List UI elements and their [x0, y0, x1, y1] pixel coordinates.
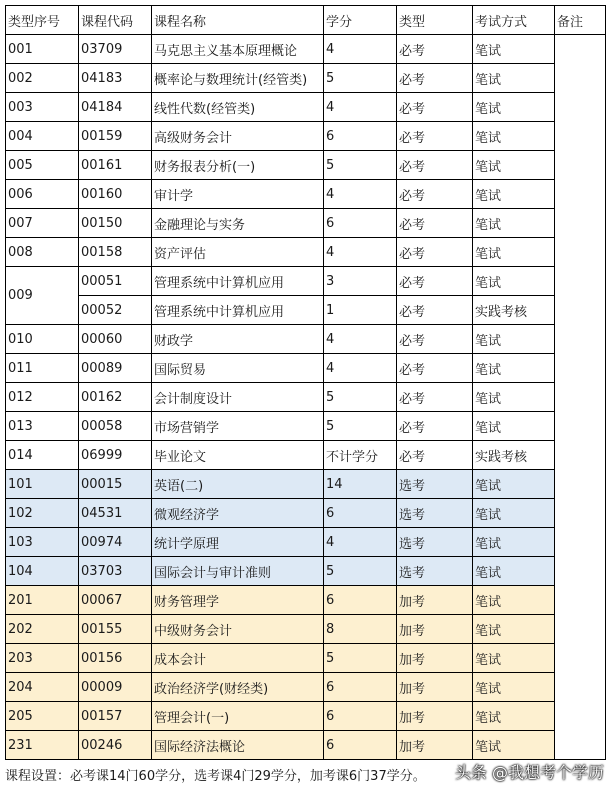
cell-name: 成本会计: [152, 644, 324, 673]
cell-name: 微观经济学: [152, 499, 324, 528]
cell-credit: 8: [324, 615, 397, 644]
table-row: [6, 586, 606, 615]
cell-seq: 205: [6, 702, 79, 731]
cell-code: 00156: [79, 644, 152, 673]
header-exam: 考试方式: [473, 6, 555, 35]
cell-name: 国际会计与审计准则: [152, 557, 324, 586]
cell-credit: 4: [324, 354, 397, 383]
cell-exam: 笔试: [473, 731, 555, 760]
cell-seq: 001: [6, 35, 79, 64]
cell-name: 概率论与数理统计(经管类): [152, 64, 324, 93]
cell-name: 毕业论文: [152, 441, 324, 470]
cell-credit: 5: [324, 64, 397, 93]
note-column: [555, 35, 606, 760]
cell-credit: 5: [324, 151, 397, 180]
cell-exam: 笔试: [473, 267, 555, 296]
cell-exam: 笔试: [473, 35, 555, 64]
cell-credit: 4: [324, 35, 397, 64]
header-code: 课程代码: [79, 6, 152, 35]
watermark: 头条 @我想考个学历: [454, 763, 604, 782]
cell-credit: 不计学分: [324, 441, 397, 470]
table-row: [6, 93, 606, 122]
cell-type: 必考: [397, 35, 473, 64]
cell-name: 高级财务会计: [152, 122, 324, 151]
cell-type: 选考: [397, 470, 473, 499]
cell-code: 00058: [79, 412, 152, 441]
cell-name: 资产评估: [152, 238, 324, 267]
table-row: [6, 412, 606, 441]
cell-exam: 笔试: [473, 122, 555, 151]
cell-name: 会计制度设计: [152, 383, 324, 412]
cell-name: 管理系统中计算机应用: [152, 267, 324, 296]
table-body: [6, 35, 606, 760]
cell-exam: 笔试: [473, 325, 555, 354]
cell-type: 必考: [397, 151, 473, 180]
cell-type: 必考: [397, 64, 473, 93]
cell-exam: 笔试: [473, 499, 555, 528]
cell-type: 必考: [397, 296, 473, 325]
cell-code: 00246: [79, 731, 152, 760]
cell-type: 加考: [397, 702, 473, 731]
cell-name: 财务管理学: [152, 586, 324, 615]
cell-code: 04184: [79, 93, 152, 122]
cell-seq: 010: [6, 325, 79, 354]
cell-credit: 5: [324, 557, 397, 586]
cell-type: 必考: [397, 122, 473, 151]
cell-code: 00150: [79, 209, 152, 238]
cell-credit: 1: [324, 296, 397, 325]
cell-name: 国际贸易: [152, 354, 324, 383]
cell-code: 00015: [79, 470, 152, 499]
cell-type: 必考: [397, 325, 473, 354]
cell-type: 选考: [397, 499, 473, 528]
cell-credit: 4: [324, 325, 397, 354]
cell-type: 必考: [397, 209, 473, 238]
footer-note: 课程设置：必考课14门60学分，选考课4门29学分，加考课6门37学分。: [5, 769, 426, 784]
cell-credit: 3: [324, 267, 397, 296]
cell-code: 00060: [79, 325, 152, 354]
cell-code: 00158: [79, 238, 152, 267]
cell-code: 00162: [79, 383, 152, 412]
cell-type: 必考: [397, 354, 473, 383]
cell-exam: 实践考核: [473, 441, 555, 470]
cell-credit: 6: [324, 586, 397, 615]
cell-type: 必考: [397, 93, 473, 122]
header-name: 课程名称: [152, 6, 324, 35]
cell-credit: 5: [324, 644, 397, 673]
cell-code: 00159: [79, 122, 152, 151]
cell-code: 00155: [79, 615, 152, 644]
cell-exam: 笔试: [473, 93, 555, 122]
cell-name: 财政学: [152, 325, 324, 354]
cell-seq: 103: [6, 528, 79, 557]
cell-seq: 102: [6, 499, 79, 528]
table-row: [6, 383, 606, 412]
table-row: [6, 325, 606, 354]
cell-code: 04531: [79, 499, 152, 528]
cell-name: 金融理论与实务: [152, 209, 324, 238]
cell-name: 审计学: [152, 180, 324, 209]
cell-exam: 笔试: [473, 238, 555, 267]
cell-code: 03703: [79, 557, 152, 586]
cell-exam: 笔试: [473, 151, 555, 180]
cell-seq: 201: [6, 586, 79, 615]
cell-code: 00067: [79, 586, 152, 615]
table-row: [6, 209, 606, 238]
header-seq: 类型序号: [6, 6, 79, 35]
cell-type: 选考: [397, 557, 473, 586]
cell-exam: 笔试: [473, 354, 555, 383]
cell-credit: 5: [324, 383, 397, 412]
cell-code: 00009: [79, 673, 152, 702]
table-row: [6, 354, 606, 383]
cell-seq: 002: [6, 64, 79, 93]
cell-name: 中级财务会计: [152, 615, 324, 644]
cell-credit: 6: [324, 209, 397, 238]
cell-exam: 笔试: [473, 470, 555, 499]
cell-credit: 6: [324, 731, 397, 760]
cell-credit: 14: [324, 470, 397, 499]
table-row: [6, 702, 606, 731]
cell-seq: 004: [6, 122, 79, 151]
cell-type: 加考: [397, 615, 473, 644]
header-credit: 学分: [324, 6, 397, 35]
cell-name: 管理会计(一): [152, 702, 324, 731]
cell-seq: 104: [6, 557, 79, 586]
cell-name: 政治经济学(财经类): [152, 673, 324, 702]
cell-type: 加考: [397, 673, 473, 702]
cell-credit: 6: [324, 702, 397, 731]
cell-seq: 008: [6, 238, 79, 267]
cell-exam: 笔试: [473, 209, 555, 238]
cell-code: 00157: [79, 702, 152, 731]
cell-seq: 012: [6, 383, 79, 412]
cell-seq: 006: [6, 180, 79, 209]
cell-code: 00051: [79, 267, 152, 296]
cell-code: 00052: [79, 296, 152, 325]
cell-type: 加考: [397, 586, 473, 615]
cell-type: 选考: [397, 528, 473, 557]
table-row: [6, 615, 606, 644]
cell-name: 财务报表分析(一): [152, 151, 324, 180]
cell-type: 加考: [397, 731, 473, 760]
cell-type: 必考: [397, 441, 473, 470]
cell-type: 必考: [397, 412, 473, 441]
cell-seq: 013: [6, 412, 79, 441]
cell-code: 04183: [79, 64, 152, 93]
cell-seq: 203: [6, 644, 79, 673]
cell-name: 马克思主义基本原理概论: [152, 35, 324, 64]
cell-credit: 5: [324, 412, 397, 441]
cell-seq: 202: [6, 615, 79, 644]
header-row: [6, 6, 606, 35]
cell-type: 必考: [397, 180, 473, 209]
cell-credit: 6: [324, 499, 397, 528]
cell-seq: 005: [6, 151, 79, 180]
cell-exam: 笔试: [473, 673, 555, 702]
cell-type: 必考: [397, 267, 473, 296]
cell-credit: 4: [324, 528, 397, 557]
cell-type: 加考: [397, 644, 473, 673]
cell-name: 国际经济法概论: [152, 731, 324, 760]
cell-name: 管理系统中计算机应用: [152, 296, 324, 325]
cell-credit: 4: [324, 238, 397, 267]
cell-exam: 笔试: [473, 586, 555, 615]
cell-exam: 笔试: [473, 557, 555, 586]
cell-seq: 009: [6, 267, 79, 325]
cell-seq: 014: [6, 441, 79, 470]
cell-seq: 204: [6, 673, 79, 702]
cell-name: 线性代数(经管类): [152, 93, 324, 122]
table-row: [6, 151, 606, 180]
table-row: [6, 673, 606, 702]
header-type: 类型: [397, 6, 473, 35]
table-row: [6, 64, 606, 93]
cell-exam: 笔试: [473, 412, 555, 441]
cell-seq: 101: [6, 470, 79, 499]
course-table: [5, 5, 606, 760]
cell-exam: 笔试: [473, 644, 555, 673]
cell-type: 必考: [397, 383, 473, 412]
cell-exam: 笔试: [473, 528, 555, 557]
header-note: 备注: [555, 6, 606, 35]
cell-name: 市场营销学: [152, 412, 324, 441]
table-row: [6, 499, 606, 528]
cell-seq: 011: [6, 354, 79, 383]
cell-exam: 笔试: [473, 702, 555, 731]
cell-name: 英语(二): [152, 470, 324, 499]
table-row: [6, 35, 606, 64]
cell-credit: 6: [324, 673, 397, 702]
cell-exam: 笔试: [473, 64, 555, 93]
table-row: [6, 267, 606, 296]
table-row: [6, 557, 606, 586]
cell-seq: 007: [6, 209, 79, 238]
cell-credit: 6: [324, 122, 397, 151]
table-row: [6, 441, 606, 470]
cell-type: 必考: [397, 238, 473, 267]
cell-code: 06999: [79, 441, 152, 470]
table-row: [6, 180, 606, 209]
cell-code: 00161: [79, 151, 152, 180]
cell-seq: 231: [6, 731, 79, 760]
cell-seq: 003: [6, 93, 79, 122]
table-row: [6, 731, 606, 760]
cell-exam: 笔试: [473, 180, 555, 209]
cell-code: 00974: [79, 528, 152, 557]
cell-exam: 实践考核: [473, 296, 555, 325]
cell-exam: 笔试: [473, 615, 555, 644]
cell-code: 00160: [79, 180, 152, 209]
table-row: [6, 122, 606, 151]
table-row: [6, 296, 606, 325]
table-row: [6, 470, 606, 499]
cell-code: 03709: [79, 35, 152, 64]
table-row: [6, 528, 606, 557]
table-row: [6, 644, 606, 673]
cell-code: 00089: [79, 354, 152, 383]
cell-credit: 4: [324, 180, 397, 209]
cell-credit: 4: [324, 93, 397, 122]
cell-name: 统计学原理: [152, 528, 324, 557]
cell-exam: 笔试: [473, 383, 555, 412]
table-row: [6, 238, 606, 267]
